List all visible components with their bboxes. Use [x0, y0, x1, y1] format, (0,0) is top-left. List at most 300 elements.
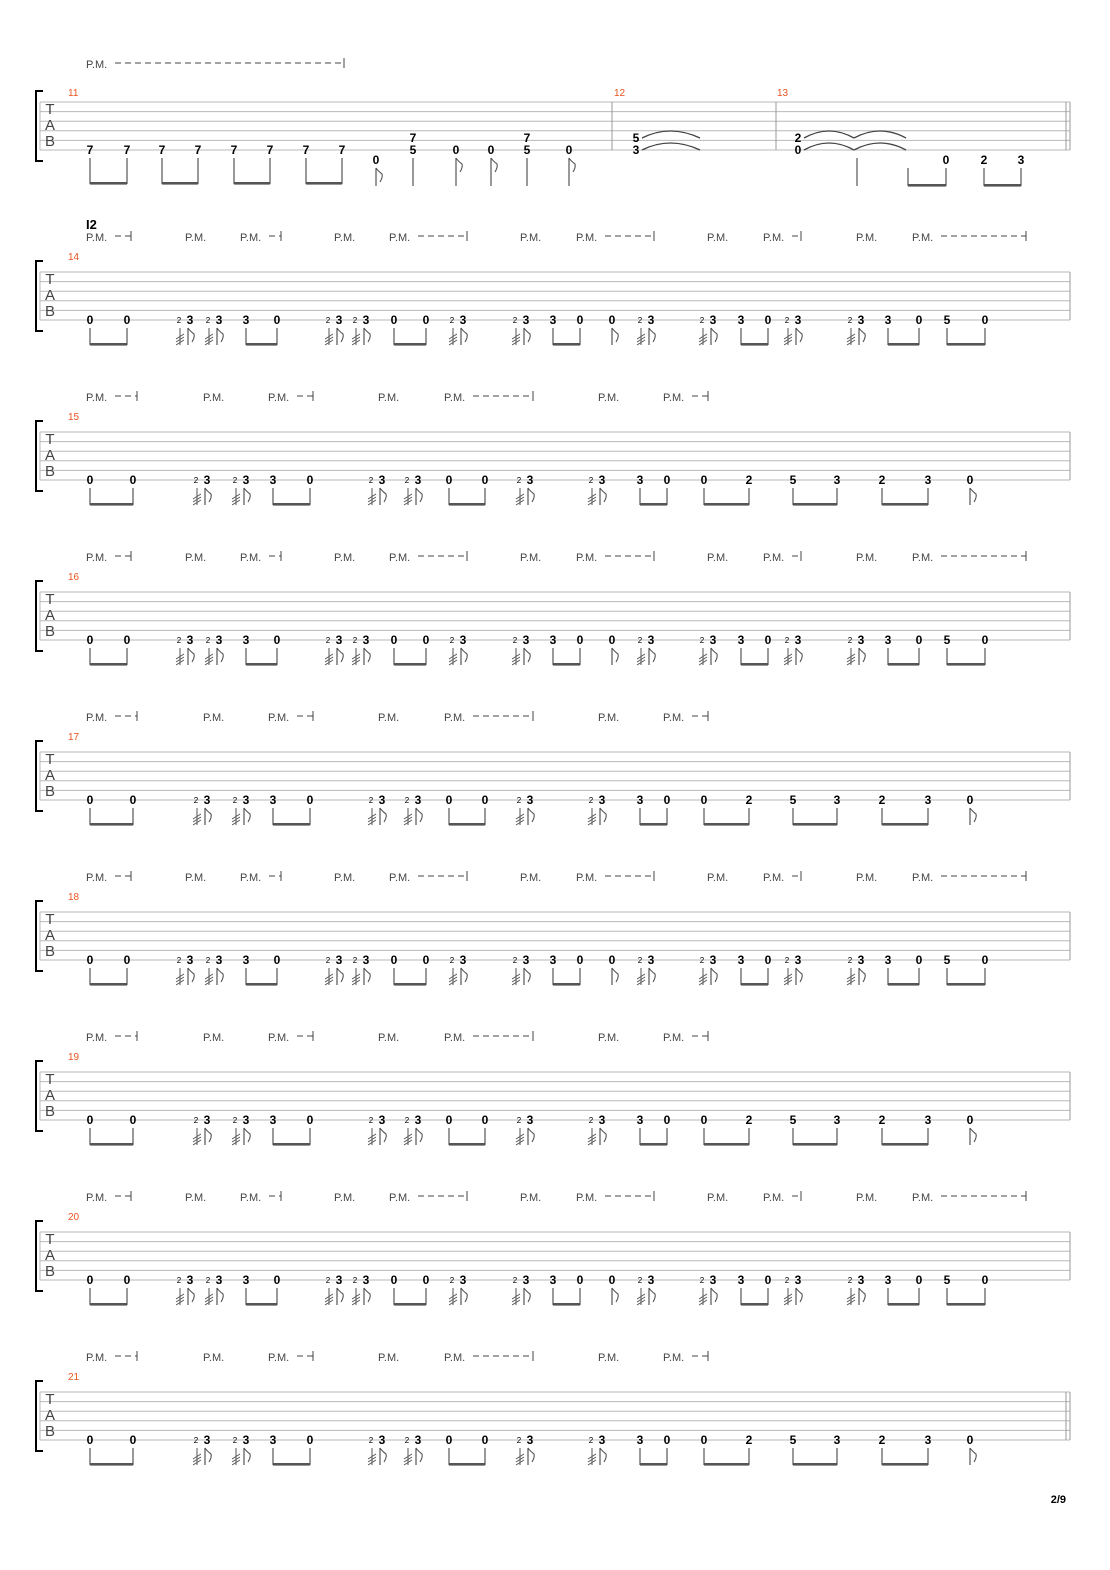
fret-number: 3: [522, 1273, 530, 1287]
fret-number: 0: [390, 953, 398, 967]
fret-number: 3: [414, 1113, 422, 1127]
palm-mute-label: P.M.: [389, 232, 411, 244]
beam: [793, 1463, 837, 1466]
note-flag: [380, 488, 386, 502]
system-row-19: [36, 1031, 1070, 1146]
fret-number: 3: [362, 953, 370, 967]
note-flag: [380, 1128, 386, 1142]
fret-number: 5: [943, 633, 951, 647]
beam: [90, 182, 127, 185]
grace-note-fret: 2: [516, 796, 522, 805]
measure-number: 21: [68, 1372, 80, 1383]
grace-note-fret: 2: [176, 636, 182, 645]
note-flag: [380, 1448, 386, 1462]
note-flag: [205, 808, 211, 822]
palm-mute-label: P.M.: [389, 1192, 411, 1204]
tab-clef-letter: T: [45, 271, 55, 288]
fret-number: 0: [481, 793, 489, 807]
note-flag: [205, 488, 211, 502]
fret-number: 3: [526, 793, 534, 807]
tab-clef-letter: A: [44, 117, 56, 134]
system-row-15: [36, 391, 1070, 506]
palm-mute-label: P.M.: [268, 1032, 290, 1044]
fret-number: 3: [215, 953, 223, 967]
fret-number: 0: [273, 1273, 281, 1287]
fret-number: 0: [123, 313, 131, 327]
palm-mute-label: P.M.: [663, 712, 685, 724]
beam: [947, 983, 985, 986]
note-flag: [600, 1128, 606, 1142]
palm-mute-label: P.M.: [520, 1192, 542, 1204]
tab-clef-letter: B: [44, 943, 56, 960]
beam: [449, 1463, 485, 1466]
note-flag: [600, 1448, 606, 1462]
tab-clef-letter: A: [44, 447, 56, 464]
fret-number: 7: [266, 143, 274, 157]
note-flag: [970, 808, 976, 822]
fret-number: 3: [884, 953, 892, 967]
palm-mute-label: P.M.: [185, 872, 207, 884]
fret-number: 3: [737, 313, 745, 327]
note-flag: [711, 328, 717, 342]
fret-number: 3: [636, 1113, 644, 1127]
fret-number: 0: [565, 143, 573, 157]
palm-mute-label: P.M.: [86, 712, 108, 724]
fret-number: 0: [390, 1273, 398, 1287]
palm-mute-label: P.M.: [856, 552, 878, 564]
fret-number: 3: [884, 633, 892, 647]
fret-number: 2: [745, 1113, 753, 1127]
fret-number: 3: [857, 953, 865, 967]
grace-note-fret: 2: [637, 1276, 643, 1285]
tab-clef-letter: A: [44, 287, 56, 304]
palm-mute-label: P.M.: [334, 1192, 356, 1204]
fret-number: 5: [943, 1273, 951, 1287]
fret-number: 0: [481, 1113, 489, 1127]
grace-note-fret: 2: [588, 476, 594, 485]
grace-note-fret: 2: [637, 956, 643, 965]
grace-note-fret: 2: [352, 636, 358, 645]
fret-number: 7: [158, 143, 166, 157]
fret-number: 3: [335, 633, 343, 647]
fret-number: 5: [523, 143, 531, 157]
palm-mute-label: P.M.: [203, 392, 225, 404]
note-flag: [796, 1288, 802, 1302]
beam: [704, 503, 749, 506]
fret-number: 0: [794, 143, 802, 157]
beam: [273, 1463, 310, 1466]
palm-mute-label: P.M.: [334, 552, 356, 564]
palm-mute-label: P.M.: [86, 1032, 108, 1044]
palm-mute-label: P.M.: [378, 712, 400, 724]
fret-number: 0: [123, 953, 131, 967]
note-flag: [205, 1128, 211, 1142]
beam: [306, 182, 342, 185]
fret-number: 0: [306, 1433, 314, 1447]
system-row-17: [36, 711, 1070, 826]
fret-number: 0: [86, 1433, 94, 1447]
fret-number: 0: [981, 1273, 989, 1287]
fret-number: 3: [833, 473, 841, 487]
note-flag: [524, 328, 530, 342]
fret-number: 3: [924, 793, 932, 807]
palm-mute-label: P.M.: [203, 1032, 225, 1044]
note-flag: [461, 648, 467, 662]
grace-note-fret: 2: [512, 316, 518, 325]
fret-number: 3: [709, 1273, 717, 1287]
grace-note-fret: 2: [784, 1276, 790, 1285]
note-flag: [364, 1288, 370, 1302]
fret-number: 0: [273, 953, 281, 967]
fret-number: 3: [186, 1273, 194, 1287]
fret-number: 3: [924, 1113, 932, 1127]
system-row-20: [36, 1191, 1070, 1306]
tab-clef-letter: B: [44, 1263, 56, 1280]
beam: [640, 503, 667, 506]
fret-number: 3: [269, 1113, 277, 1127]
palm-mute-label: P.M.: [856, 232, 878, 244]
beam: [947, 343, 985, 346]
beam: [90, 663, 127, 666]
note-flag: [970, 488, 976, 502]
fret-number: 3: [709, 633, 717, 647]
fret-number: 7: [409, 131, 417, 145]
fret-number: 3: [414, 473, 422, 487]
grace-note-fret: 2: [847, 316, 853, 325]
grace-note-fret: 2: [699, 956, 705, 965]
fret-number: 2: [878, 1433, 886, 1447]
fret-number: 0: [129, 473, 137, 487]
fret-number: 2: [745, 793, 753, 807]
beam: [704, 1143, 749, 1146]
tie: [854, 131, 906, 138]
fret-number: 0: [663, 793, 671, 807]
beam: [449, 503, 485, 506]
beam: [394, 343, 426, 346]
tab-clef-letter: T: [45, 1231, 55, 1248]
palm-mute-label: P.M.: [203, 1352, 225, 1364]
fret-number: 3: [215, 313, 223, 327]
fret-number: 3: [203, 1113, 211, 1127]
beam: [246, 983, 277, 986]
note-flag: [416, 1448, 422, 1462]
note-flag: [796, 648, 802, 662]
grace-note-fret: 2: [352, 1276, 358, 1285]
measure-number: 15: [68, 412, 80, 423]
palm-mute-label: P.M.: [185, 552, 207, 564]
fret-number: 0: [608, 1273, 616, 1287]
fret-number: 0: [445, 793, 453, 807]
palm-mute-label: P.M.: [598, 1032, 620, 1044]
note-flag: [337, 328, 343, 342]
grace-note-fret: 2: [193, 796, 199, 805]
fret-number: 0: [422, 633, 430, 647]
grace-note-fret: 2: [512, 1276, 518, 1285]
beam: [553, 343, 580, 346]
beam: [888, 663, 919, 666]
palm-mute-label: P.M.: [576, 232, 598, 244]
fret-number: 0: [306, 1113, 314, 1127]
beam: [741, 1303, 768, 1306]
note-flag: [796, 968, 802, 982]
fret-number: 3: [459, 953, 467, 967]
beam: [793, 503, 837, 506]
note-flag: [456, 158, 462, 172]
fret-number: 0: [306, 793, 314, 807]
beam: [553, 983, 580, 986]
fret-number: 0: [764, 633, 772, 647]
note-flag: [524, 648, 530, 662]
tie: [642, 131, 700, 138]
fret-number: 0: [129, 1433, 137, 1447]
page-number: 2/9: [1050, 1494, 1066, 1506]
grace-note-fret: 2: [368, 796, 374, 805]
palm-mute-label: P.M.: [378, 1032, 400, 1044]
tab-clef-letter: A: [44, 1087, 56, 1104]
fret-number: 0: [129, 793, 137, 807]
note-flag: [364, 328, 370, 342]
fret-number: 3: [378, 1433, 386, 1447]
grace-note-fret: 2: [193, 1436, 199, 1445]
beam: [90, 343, 127, 346]
note-flag: [524, 968, 530, 982]
grace-note-fret: 2: [784, 636, 790, 645]
grace-note-fret: 2: [232, 796, 238, 805]
fret-number: 3: [335, 953, 343, 967]
tie: [804, 131, 854, 138]
tab-clef-letter: T: [45, 101, 55, 118]
palm-mute-label: P.M.: [389, 552, 411, 564]
measure-number: 14: [68, 252, 80, 263]
beam: [449, 823, 485, 826]
fret-number: 0: [663, 473, 671, 487]
fret-number: 3: [378, 1113, 386, 1127]
fret-number: 3: [522, 953, 530, 967]
fret-number: 0: [576, 633, 584, 647]
grace-note-fret: 2: [637, 636, 643, 645]
fret-number: 3: [884, 1273, 892, 1287]
beam: [741, 343, 768, 346]
beam: [882, 503, 928, 506]
grace-note-fret: 2: [449, 636, 455, 645]
fret-number: 0: [700, 1433, 708, 1447]
palm-mute-label: P.M.: [444, 392, 466, 404]
fret-number: 3: [737, 1273, 745, 1287]
fret-number: 3: [549, 633, 557, 647]
fret-number: 3: [526, 1113, 534, 1127]
fret-number: 3: [203, 473, 211, 487]
fret-number: 0: [942, 153, 950, 167]
note-flag: [337, 968, 343, 982]
fret-number: 0: [608, 313, 616, 327]
fret-number: 0: [86, 793, 94, 807]
fret-number: 0: [86, 953, 94, 967]
fret-number: 0: [915, 313, 923, 327]
palm-mute-label: P.M.: [576, 552, 598, 564]
fret-number: 2: [745, 473, 753, 487]
fret-number: 0: [445, 473, 453, 487]
palm-mute-label: P.M.: [86, 59, 108, 71]
palm-mute-label: P.M.: [520, 552, 542, 564]
note-flag: [205, 1448, 211, 1462]
fret-number: 0: [86, 1113, 94, 1127]
fret-number: 0: [608, 953, 616, 967]
fret-number: 0: [123, 633, 131, 647]
beam: [394, 663, 426, 666]
note-flag: [337, 648, 343, 662]
grace-note-fret: 2: [325, 1276, 331, 1285]
beam: [984, 184, 1021, 187]
palm-mute-label: P.M.: [598, 712, 620, 724]
grace-note-fret: 2: [516, 1436, 522, 1445]
note-flag: [244, 488, 250, 502]
fret-number: 0: [422, 953, 430, 967]
grace-note-fret: 2: [205, 1276, 211, 1285]
palm-mute-label: P.M.: [203, 712, 225, 724]
fret-number: 5: [632, 131, 640, 145]
grace-note-fret: 2: [404, 1436, 410, 1445]
fret-number: 5: [943, 313, 951, 327]
fret-number: 2: [878, 793, 886, 807]
fret-number: 7: [230, 143, 238, 157]
grace-note-fret: 2: [512, 956, 518, 965]
palm-mute-label: P.M.: [912, 1192, 934, 1204]
grace-note-fret: 2: [847, 956, 853, 965]
note-flag: [569, 158, 575, 172]
beam: [888, 1303, 919, 1306]
fret-number: 5: [789, 473, 797, 487]
note-flag: [217, 328, 223, 342]
fret-number: 3: [414, 1433, 422, 1447]
beam: [793, 823, 837, 826]
beam: [273, 503, 310, 506]
fret-number: 5: [943, 953, 951, 967]
fret-number: 3: [362, 1273, 370, 1287]
beam: [882, 1143, 928, 1146]
beam: [882, 823, 928, 826]
fret-number: 3: [378, 793, 386, 807]
grace-note-fret: 2: [352, 956, 358, 965]
grace-note-fret: 2: [588, 1436, 594, 1445]
fret-number: 3: [186, 313, 194, 327]
fret-number: 3: [186, 633, 194, 647]
measure-number: 13: [777, 88, 789, 99]
palm-mute-label: P.M.: [86, 1352, 108, 1364]
grace-note-fret: 2: [325, 316, 331, 325]
beam: [449, 1143, 485, 1146]
palm-mute-label: P.M.: [520, 232, 542, 244]
grace-note-fret: 2: [193, 1116, 199, 1125]
beam: [394, 983, 426, 986]
note-flag: [380, 808, 386, 822]
fret-number: 3: [549, 313, 557, 327]
grace-note-fret: 2: [325, 636, 331, 645]
beam: [394, 1303, 426, 1306]
beam: [741, 663, 768, 666]
measure-number: 16: [68, 572, 80, 583]
beam: [908, 184, 946, 187]
tab-clef-letter: T: [45, 1391, 55, 1408]
note-flag: [461, 1288, 467, 1302]
note-flag: [649, 1288, 655, 1302]
note-flag: [612, 648, 618, 662]
note-flag: [612, 1288, 618, 1302]
fret-number: 0: [306, 473, 314, 487]
fret-number: 3: [203, 793, 211, 807]
fret-number: 2: [980, 153, 988, 167]
grace-note-fret: 2: [449, 1276, 455, 1285]
beam: [553, 663, 580, 666]
grace-note-fret: 2: [368, 476, 374, 485]
beam: [640, 823, 667, 826]
grace-note-fret: 2: [352, 316, 358, 325]
palm-mute-label: P.M.: [240, 872, 262, 884]
fret-number: 2: [745, 1433, 753, 1447]
palm-mute-label: P.M.: [86, 552, 108, 564]
fret-number: 3: [335, 313, 343, 327]
fret-number: 3: [709, 313, 717, 327]
tab-clef-letter: A: [44, 767, 56, 784]
note-flag: [649, 968, 655, 982]
system-row-14: [36, 231, 1070, 346]
fret-number: 0: [700, 793, 708, 807]
fret-number: 0: [273, 313, 281, 327]
palm-mute-label: P.M.: [520, 872, 542, 884]
palm-mute-label: P.M.: [86, 232, 108, 244]
section-marker: I2: [86, 217, 97, 232]
fret-number: 5: [789, 1433, 797, 1447]
fret-number: 0: [273, 633, 281, 647]
note-flag: [600, 808, 606, 822]
tab-clef-letter: B: [44, 1423, 56, 1440]
note-flag: [461, 968, 467, 982]
fret-number: 3: [459, 1273, 467, 1287]
palm-mute-label: P.M.: [268, 712, 290, 724]
palm-mute-label: P.M.: [763, 1192, 785, 1204]
palm-mute-label: P.M.: [707, 232, 729, 244]
palm-mute-label: P.M.: [707, 872, 729, 884]
grace-note-fret: 2: [232, 476, 238, 485]
fret-number: 0: [372, 153, 380, 167]
palm-mute-label: P.M.: [86, 392, 108, 404]
grace-note-fret: 2: [176, 316, 182, 325]
fret-number: 3: [242, 473, 250, 487]
fret-number: 3: [833, 1113, 841, 1127]
fret-number: 0: [915, 633, 923, 647]
fret-number: 0: [481, 1433, 489, 1447]
grace-note-fret: 2: [205, 316, 211, 325]
fret-number: 0: [422, 313, 430, 327]
measure-number: 17: [68, 732, 80, 743]
tie: [804, 143, 854, 150]
fret-number: 0: [86, 1273, 94, 1287]
fret-number: 0: [86, 633, 94, 647]
fret-number: 3: [794, 953, 802, 967]
note-flag: [612, 328, 618, 342]
note-flag: [524, 1288, 530, 1302]
grace-note-fret: 2: [516, 476, 522, 485]
fret-number: 3: [362, 313, 370, 327]
fret-number: 0: [445, 1113, 453, 1127]
tab-clef-letter: T: [45, 911, 55, 928]
palm-mute-label: P.M.: [86, 872, 108, 884]
palm-mute-label: P.M.: [763, 232, 785, 244]
grace-note-fret: 2: [699, 636, 705, 645]
palm-mute-label: P.M.: [663, 392, 685, 404]
fret-number: 0: [422, 1273, 430, 1287]
fret-number: 3: [549, 1273, 557, 1287]
fret-number: 0: [981, 313, 989, 327]
